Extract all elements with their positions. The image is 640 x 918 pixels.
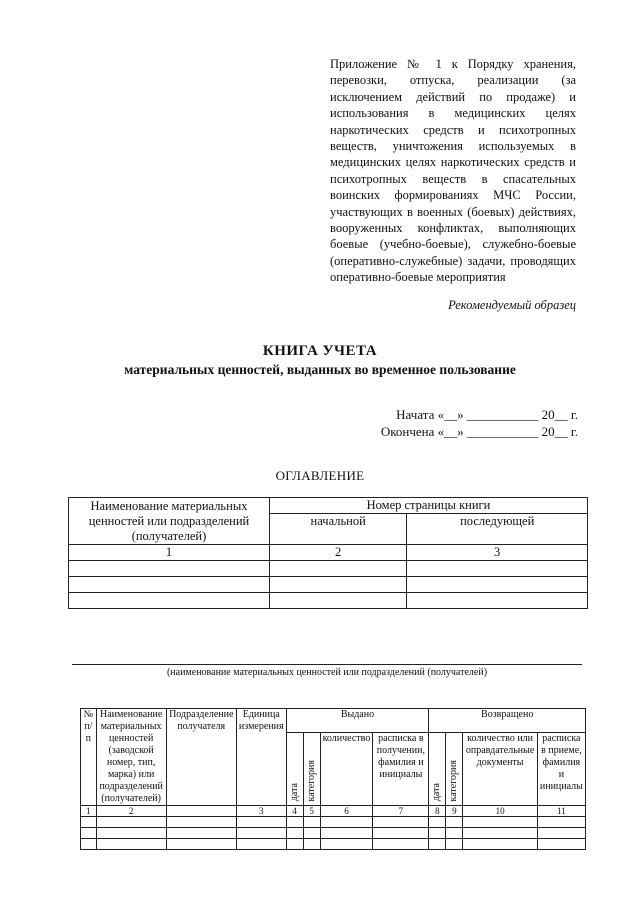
- col-issued-quantity: количество: [320, 733, 373, 806]
- toc-num: 3: [407, 545, 588, 561]
- fill-line-caption: (наименование материальных ценностей или подразделений (получателей): [166, 667, 488, 678]
- toc-num: 1: [69, 545, 270, 561]
- col-num: 11: [537, 806, 585, 817]
- toc-col-page: Номер страницы книги: [270, 498, 588, 514]
- col-num: 8: [429, 806, 446, 817]
- book-title: КНИГА УЧЕТА: [262, 343, 378, 359]
- toc-table: [68, 497, 588, 609]
- col-returned-category: категория: [448, 759, 460, 801]
- ledger-table: [80, 708, 586, 850]
- toc-title: ОГЛАВЛЕНИЕ: [275, 468, 365, 483]
- sample-label: Рекомендуемый образец: [448, 298, 576, 312]
- col-num: 4: [286, 806, 303, 817]
- toc-num: 2: [270, 545, 407, 561]
- col-issued-receipt: расписка в получении, фамилия и инициалы: [373, 733, 429, 806]
- date-finished: Окончена «__» ___________ 20__ г.: [380, 424, 578, 439]
- table-row: [81, 828, 586, 839]
- col-num: 1: [81, 806, 97, 817]
- col-num: 9: [446, 806, 463, 817]
- col-returned: Возвращено: [429, 709, 586, 733]
- col-num: 3: [236, 806, 286, 817]
- table-row: [81, 839, 586, 850]
- fill-line: [72, 664, 582, 665]
- toc-col-next: последующей: [407, 514, 588, 545]
- col-unit: Подразделение получателя: [166, 709, 236, 806]
- table-row: [69, 561, 588, 577]
- table-row: [69, 577, 588, 593]
- book-subtitle: материальных ценностей, выданных во временное пользование: [124, 362, 516, 377]
- col-issued-date: дата: [288, 782, 300, 801]
- date-started: Начата «__» ___________ 20__ г.: [396, 407, 578, 422]
- col-returned-docs: количество или оправдательные документы: [463, 733, 537, 806]
- col-issued-category: категория: [305, 759, 317, 801]
- col-num: 2: [96, 806, 166, 817]
- table-row: [81, 817, 586, 828]
- col-issued: Выдано: [286, 709, 429, 733]
- appendix-note: Приложение № 1 к Порядку хранения, перевозки, отпуска, реализации (за исключением действий по продаже) и использования в медицинских целях наркотических средств и психотропных веществ, уничтожения используемых в медицинских целях наркотических средств и психотропных веществ в спасательных воинских формированиях МЧС России, участвующих в военных (боевых) действиях, вооруженных конфликтах, выполняющих боевые (учебно-боевые), служебно-боевые (оперативно-служебные) задачи, проводящих оперативно-боевые мероприятия: [330, 57, 576, 285]
- table-row: [69, 593, 588, 609]
- toc-col-initial: начальной: [270, 514, 407, 545]
- col-measure: Единица измерения: [236, 709, 286, 806]
- col-name: Наименование материальных ценностей (заводской номер, тип, марка) или подразделений (получателей): [96, 709, 166, 806]
- col-num: 7: [373, 806, 429, 817]
- col-num: 6: [320, 806, 373, 817]
- col-no: № п/п: [81, 709, 97, 806]
- col-returned-date: дата: [431, 782, 443, 801]
- col-returned-receipt: расписка в приеме, фамилия и инициалы: [537, 733, 585, 806]
- dates-block: [381, 406, 578, 440]
- toc-col-name: Наименование материальных ценностей или подразделений (получателей): [69, 498, 270, 545]
- col-num: 10: [463, 806, 537, 817]
- col-num: 5: [303, 806, 320, 817]
